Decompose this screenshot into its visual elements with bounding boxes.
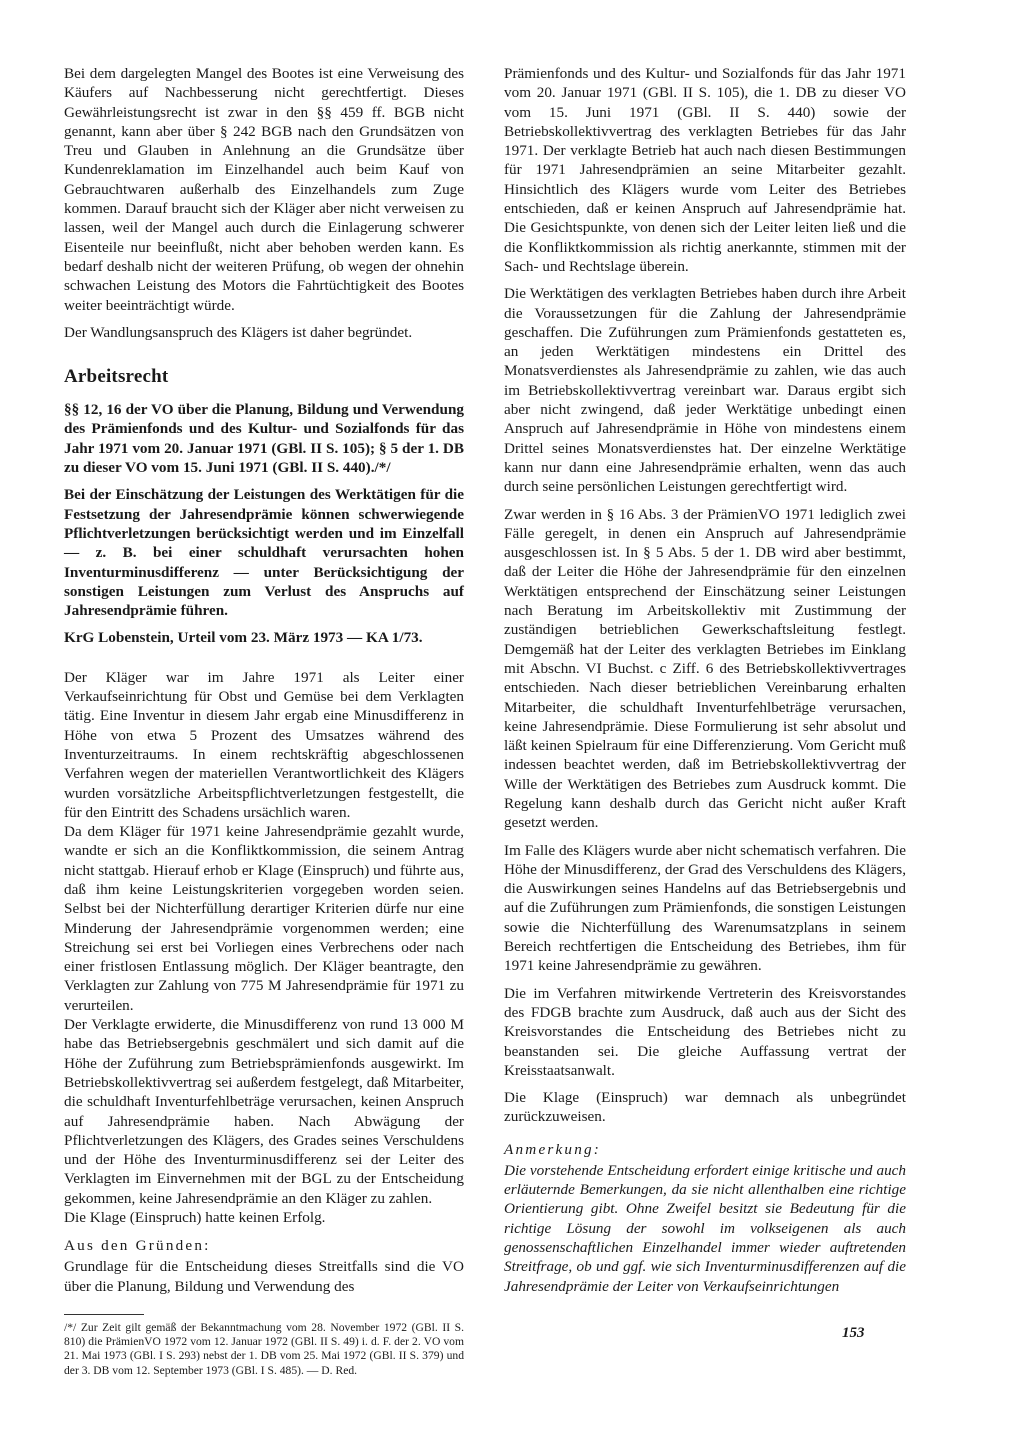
left-column [64,64,464,1378]
annotation-text: Die vorstehende Entscheidung erfordert einige kritische und auch erläuternde Bemerkungen, da sie nicht allenthalben eine richtige Orientierung gibt. Ohne Zweifel besitzt sie Bedeutung für die richtige Lösung der sowohl im volkseigenen als auch genossenschaftlichen Einzelhandel immer wieder auftretenden Streitfrage, ob und ggf. wie sich Inventurminusdifferenzen auf die Jahresendprämie der Leiter von Verkaufseinrichtungen [504,1161,906,1295]
right-column [504,64,906,1304]
facts-paragraph-2: Da dem Kläger für 1971 keine Jahresendprämie gezahlt wurde, wandte er sich an die Konfliktkommission, die seinem Antrag nicht stattgab. Hierauf erhob er Klage (Einspruch) und führte aus, daß ihm keine Leistungskriterien vorgegeben worden seien. Selbst bei der Nichterfüllung derartiger Kriterien dürfe nur eine Minderung der Jahresendprämie vorgenommen werden; eine Streichung sei erst bei Vorliegen eines Verbrechens oder nach einer fristlosen Entlassung möglich. Der Kläger beantragte, den Verklagten zur Zahlung von 775 M Jahresendprämie für 1971 zu verurteilen. [64,823,464,1014]
reasons-paragraph: Grundlage für die Entscheidung dieses Streitfalls sind die VO über die Planung, Bildung und Verwendung des [64,1258,464,1295]
right-paragraph-4: Im Falle des Klägers wurde aber nicht schematisch verfahren. Die Höhe der Minusdifferenz, der Grad des Verschuldens des Klägers, die Auswirkungen seines Handelns auf das Betriebsergebnis und auf die Zuführungen zum Prämienfonds, die sonstigen Leistungen sowie die Nichterfüllung des Warenumsatzplans in seinem Bereich rechtfertigen die Entscheidung des Betriebes, ihm für 1971 keine Jahresendprämie zu gewähren. [504,841,906,975]
facts-paragraph-1: Der Kläger war im Jahre 1971 als Leiter einer Verkaufseinrichtung für Obst und Gemüse bei dem Verklagten tätig. Eine Inventur in diesem Jahr ergab eine Minusdifferenz in Höhe von etwa 5 Prozent des Umsatzes während des Inventurzeitraums. In einem rechtskräftig abgeschlossenen Verfahren wegen der materiellen Verantwortlichkeit des Klägers wurden vorsätzliche Arbeitspflichtverletzungen festgestellt, die für den Eintritt des Schadens ursächlich waren. [64,668,464,821]
facts-paragraph-3: Der Verklagte erwiderte, die Minusdifferenz von rund 13 000 M habe das Betriebsergebnis geschmälert und sich damit auf die Höhe der Zuführung zum Betriebsprämienfonds ausgewirkt. Im Betriebskollektivvertrag sei außerdem festgelegt, daß Mitarbeiter, die schuldhaft Inventurfehlbeträge verursachen, keinen Anspruch auf Jahresendprämie haben. Nach Abwägung der Pflichtverletzungen des Klägers, des Grades seines Verschuldens und der Höhe des Inventurminusdifferenz sei der Leiter des Verklagten im Einvernehmen mit der BGL zu der Entscheidung gekommen, keine Jahresendprämie an den Kläger zu zahlen. [64,1016,464,1207]
intro-paragraph-1: Bei dem dargelegten Mangel des Bootes ist eine Verweisung des Käufers auf Nachbesserung nicht gerechtfertigt. Dieses Gewährleistungsrecht ist zwar in den §§ 459 ff. BGB nicht genannt, kann aber über § 242 BGB nach den Grundsätzen von Treu und Glauben in Anlehnung an die Grundsätze über Kundenreklamation im Einzelhandel auch beim Kauf von Gebrauchtwaren außerhalb des Einzelhandels zum Zuge kommen. Darauf braucht sich der Kläger aber nicht verweisen zu lassen, weil der Mangel auch durch die Einlagerung schwerer Eisenteile nur beeinflußt, nicht aber behoben werden kann. Es bedarf deshalb nicht der weiteren Prüfung, ob wegen der ohnehin schwachen Leistung des Motors die Fahrtüchtigkeit des Bootes weiter beeinträchtigt würde. [64,65,464,314]
section-heading: Arbeitsrecht [64,366,169,388]
annotation-heading: Anmerkung: [504,1140,602,1158]
right-paragraph-3: Zwar werden in § 16 Abs. 3 der PrämienVO 1971 lediglich zwei Fälle geregelt, in denen ein Anspruch auf Jahresendprämie ausgeschlossen ist. In § 5 Abs. 5 der 1. DB wird aber bestimmt, daß der Leiter die Höhe der Jahresendprämie für den einzelnen Werktätigen entsprechend der Einschätzung seiner Leistungen nach Beratung im Arbeitskollektiv mit Zustimmung der zuständigen betrieblichen Gewerkschaftsleitung festlegt. Demgemäß hat der Leiter des verklagten Betriebes im Einklang mit Abschn. VI Buchst. c Ziff. 6 des Betriebskollektivvertrages entschieden. Nach dieser betrieblichen Vereinbarung erhalten Mitarbeiter, die schuldhaft Inventurfehlbeträge verursachen, keine Jahresendprämie. Diese Formulierung ist sehr absolut und läßt keinen Spielraum für eine Differenzierung. Vom Gericht muß indessen beachtet werden, daß im Betriebskollektivvertrag der Wille der Werktätigen des Betriebes zum Ausdruck kommt. Die Regelung kann deshalb durch das Gericht nicht außer Kraft gesetzt werden. [504,505,906,832]
page-number: 153 [842,1325,865,1341]
right-paragraph-2: Die Werktätigen des verklagten Betriebes haben durch ihre Arbeit die Voraussetzungen für die Zahlung der Jahresendprämie geschaffen. Die Zuführungen zum Prämienfonds gestatteten es, an jeden Werktätigen mindestens ein Drittel des Monatsverdienstes als Jahresendprämie zu zahlen, wie das auch im Betriebskollektivvertrag vereinbart war. Daraus ergibt sich aber nicht zwingend, daß jeder Werktätige unbedingt einen Anspruch auf Jahresendprämie in Höhe von mindestens einem Drittel seines Monatsverdienstes hat. Der einzelne Werktätige kann nur dann eine Jahresendprämie erhalten, wenn das auch durch seine persönlichen Leistungen gerechtfertigt wird. [504,285,906,496]
footnote-divider [64,1314,144,1315]
intro-paragraph-2: Der Wandlungsanspruch des Klägers ist daher begründet. [64,323,413,341]
right-paragraph-1: Prämienfonds und des Kultur- und Sozialfonds für das Jahr 1971 vom 20. Januar 1971 (GBl. II S. 105), die 1. DB zu dieser VO vom 15. Juni 1971 (GBl. II S. 440) sowie der Betriebskollektivvertrag des verklagten Betriebes für das Jahr 1971. Der verklagte Betrieb hat auch nach diesen Bestimmungen für 1971 Jahresendprämien an seine Mitarbeiter gezahlt. Hinsichtlich des Klägers wurde vom Leiter des Betriebes entschieden, daß er keinen Anspruch auf Jahresendprämie hat. Die Gesichtspunkte, von denen sich der Leiter leiten ließ und die die Konfliktkommission als richtig anerkannte, stimmen mit der Sach- und Rechtslage überein. [504,65,906,275]
headnote: Bei der Einschätzung der Leistungen des Werktätigen für die Festsetzung der Jahresendprämie können schwerwiegende Pflichtverletzungen berücksichtigt werden und im Einzelfall — z. B. bei einer schuldhaft verursachten hohen Inventurminusdifferenz — unter Berücksichtigung der sonstigen Leistungen zum Verlust des Anspruchs auf Jahresendprämie führen. [64,486,464,620]
footnote: /*/ Zur Zeit gilt gemäß der Bekanntmachung vom 28. November 1972 (GBl. II S. 810) die PrämienVO 1972 vom 12. Januar 1972 (GBl. II S. 49) i. d. F. der 2. VO vom 21. Mai 1973 (GBl. I S. 293) nebst der 1. DB vom 25. Mai 1972 (GBl. II S. 379) und der 3. DB vom 12. September 1973 (GBl. I S. 485). — D. Red. [64,1320,464,1377]
facts-paragraph-4: Die Klage (Einspruch) hatte keinen Erfolg. [64,1209,326,1227]
court-citation: KrG Lobenstein, Urteil vom 23. März 1973 — KA 1/73. [64,629,423,647]
right-paragraph-6: Die Klage (Einspruch) war demnach als unbegründet zurückzuweisen. [504,1089,906,1126]
right-paragraph-5: Die im Verfahren mitwirkende Vertreterin des Kreisvorstandes des FDGB brachte zum Ausdruck, daß auch aus der Sicht des Kreisvorstandes die Entscheidung des Betriebes nicht zu beanstanden sei. Die gleiche Auffassung vertrat der Kreisstaatsanwalt. [504,984,906,1079]
reasons-heading: Aus den Gründen: [64,1237,211,1255]
statute-reference: §§ 12, 16 der VO über die Planung, Bildung und Verwendung des Prämienfonds und des Kultur- und Sozialfonds für das Jahr 1971 vom 20. Januar 1971 (GBl. II S. 105); § 5 der 1. DB zu dieser VO vom 15. Juni 1971 (GBl. II S. 440)./*/ [64,401,464,477]
